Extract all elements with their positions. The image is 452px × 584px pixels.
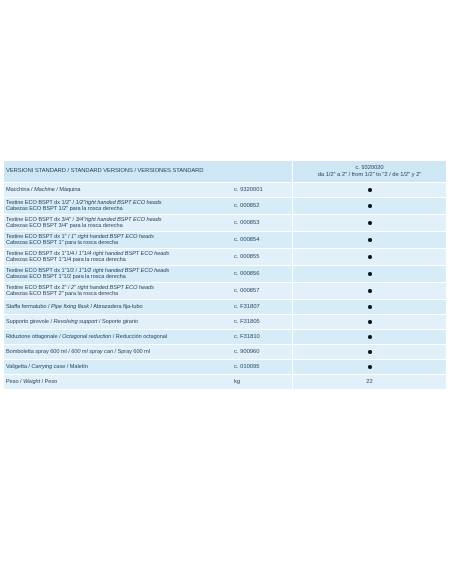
item-description: Testine ECO BSPT dx 1"1/2 / 1"1/2 right handed BSPT ECO heads — [6, 267, 170, 274]
header-model-range: da 1/2" a 2" / from 1/2" to "2 / de 1/2" y 2" — [317, 171, 422, 178]
item-code: c. 000852 — [234, 202, 260, 209]
item-description: Supporto girevole / Revolving support / Soporte girario — [6, 318, 138, 325]
item-description: Testine ECO BSPT dx 2" / 2" right handed BSPT ECO heads — [6, 284, 154, 291]
item-code: c. F31805 — [234, 318, 260, 325]
item-code: c. F31810 — [234, 333, 260, 340]
item-description-es: Cabezas ECO BSPT 2" para la rosca derecha — [6, 291, 119, 297]
included-dot — [368, 365, 372, 369]
item-code: c. 000853 — [234, 219, 260, 226]
included-dot — [368, 272, 372, 276]
item-description-es: Cabezas ECO BSPT 1" para la rosca derecha — [6, 240, 119, 246]
table-row — [4, 266, 446, 283]
table-row-weight — [4, 375, 446, 390]
item-description-es: Cabezas ECO BSPT 1/2" para la rosca derecha — [6, 206, 123, 212]
included-dot — [368, 255, 372, 259]
item-description: Valigetta / Carrying case / Maletín — [6, 363, 88, 370]
header-model-cell — [292, 161, 446, 182]
included-dot — [368, 221, 372, 225]
table-row — [4, 360, 446, 375]
included-dot — [368, 335, 372, 339]
table-row — [4, 345, 446, 360]
table-header-row — [4, 161, 446, 183]
weight-unit: kg — [234, 378, 241, 385]
weight-value: 22 — [366, 378, 373, 385]
table-row — [4, 330, 446, 345]
header-model-code: c. 9320020 — [355, 164, 384, 171]
standard-versions-table — [4, 161, 446, 390]
included-dot — [368, 305, 372, 309]
item-code: c. 900960 — [234, 348, 260, 355]
item-code: c. 000856 — [234, 270, 260, 277]
item-description: Riduzione ottagonale / Octagonal reduction / Reducción octagonal — [6, 333, 168, 340]
included-dot — [368, 238, 372, 242]
item-description: Testine ECO BSPT dx 1" / 1" right handed BSPT ECO heads — [6, 233, 154, 240]
table-row — [4, 300, 446, 315]
header-title: VERSIONI STANDARD / STANDARD VERSIONS / VERSIONES STANDARD — [6, 168, 204, 175]
table-row — [4, 198, 446, 215]
item-description-es: Cabezas ECO BSPT 3/4" para la rosca derecha — [6, 223, 123, 229]
included-dot — [368, 188, 372, 192]
item-code: c. 010095 — [234, 363, 260, 370]
included-dot — [368, 350, 372, 354]
item-description-es: Cabezas ECO BSPT 1"1/4 para la rosca derecha — [6, 257, 126, 263]
table-row — [4, 249, 446, 266]
item-description: Testine ECO BSPT dx 3/4" / 3/4"right handed BSPT ECO heads — [6, 216, 162, 223]
item-description: Bomboletta spray 600 ml / 600 ml spray can / Spray 600 ml — [6, 348, 150, 355]
header-title-cell — [4, 161, 234, 182]
item-description: Staffa fermatubo / Pipe fixing flask / Abrazadera fija-tubo — [6, 303, 143, 310]
table-row — [4, 183, 446, 198]
item-code: c. 000857 — [234, 287, 260, 294]
item-description: Testine ECO BSPT dx 1/2" / 1/2"right handed BSPT ECO heads — [6, 199, 162, 206]
included-dot — [368, 320, 372, 324]
item-code: c. 9320001 — [234, 186, 263, 193]
included-dot — [368, 289, 372, 293]
included-dot — [368, 204, 372, 208]
item-code: c. 000854 — [234, 236, 260, 243]
item-code: c. 000855 — [234, 253, 260, 260]
table-row — [4, 215, 446, 232]
item-code: c. F31807 — [234, 303, 260, 310]
item-description: Macchina / Machine / Máquina — [6, 186, 81, 193]
item-description: Testine ECO BSPT dx 1"1/4 / 1"1/4 right handed BSPT ECO heads — [6, 250, 170, 257]
weight-label: Peso / Weight / Peso — [6, 378, 58, 385]
table-row — [4, 283, 446, 300]
table-row — [4, 232, 446, 249]
table-row — [4, 315, 446, 330]
item-description-es: Cabezas ECO BSPT 1"1/2 para la rosca derecha — [6, 274, 126, 280]
